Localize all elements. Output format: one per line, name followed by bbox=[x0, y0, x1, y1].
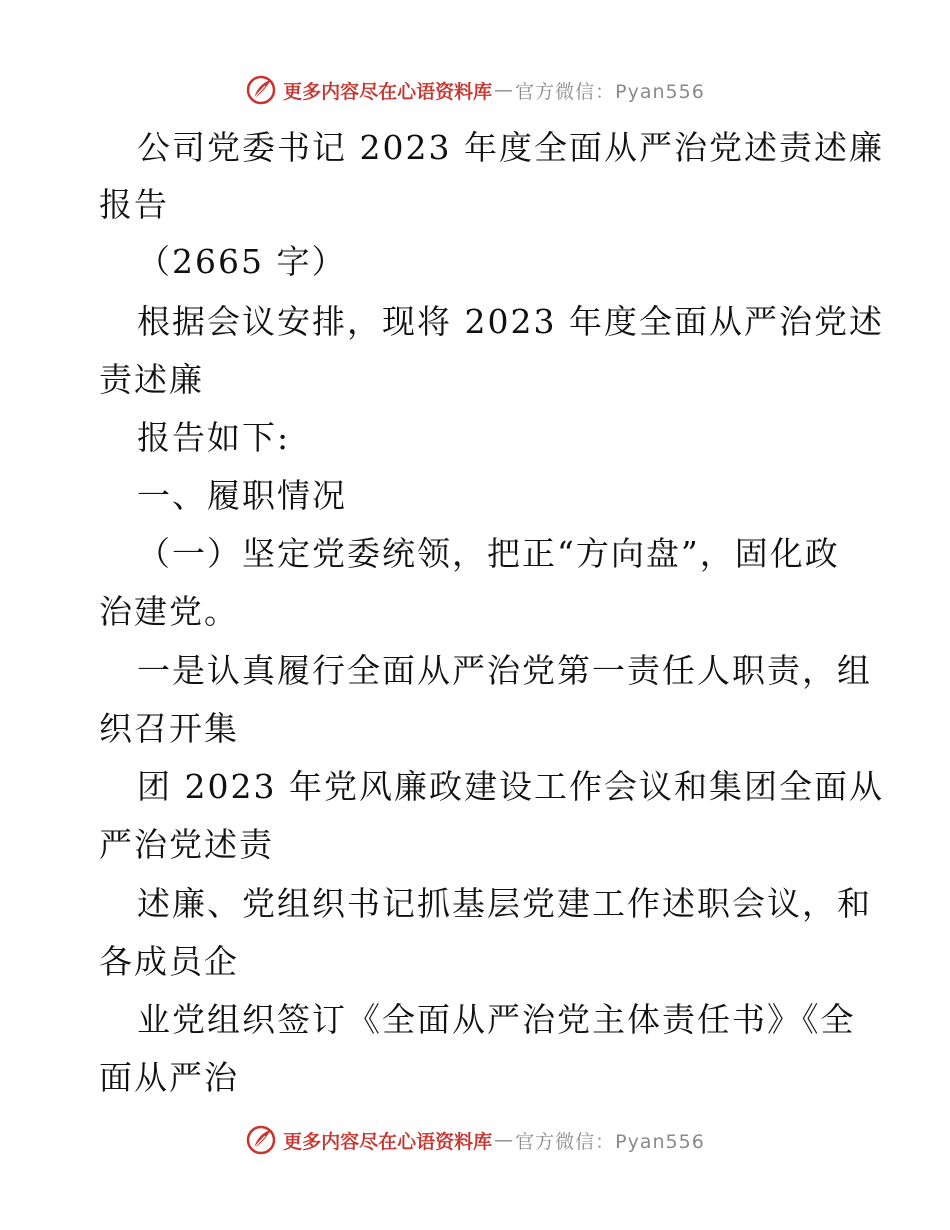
text-line: 严治党述责 bbox=[99, 825, 274, 864]
watermark-contact-text: 官方微信：Pyan556 bbox=[515, 1130, 705, 1153]
text-line: 根据会议安排，现将 2023 年度全面从严治党述 bbox=[137, 302, 884, 341]
header-watermark bbox=[0, 70, 950, 110]
text-line: 述廉、党组织书记抓基层党建工作述职会议，和 bbox=[137, 884, 872, 923]
text-line: 报告 bbox=[99, 185, 169, 224]
text-line: （2665 字） bbox=[137, 242, 347, 281]
feather-logo-icon bbox=[245, 1124, 277, 1156]
text-line: 织召开集 bbox=[99, 709, 239, 748]
text-line: 团 2023 年党风廉政建设工作会议和集团全面从 bbox=[137, 767, 884, 806]
watermark-contact-text: 官方微信：Pyan556 bbox=[515, 80, 705, 103]
watermark-brand-text: 更多内容尽在心语资料库 bbox=[283, 1130, 493, 1153]
text-line: 一、履职情况 bbox=[137, 476, 347, 515]
footer-watermark bbox=[0, 1120, 950, 1160]
text-line: 报告如下: bbox=[137, 418, 291, 457]
text-line: 各成员企 bbox=[99, 942, 239, 981]
feather-logo-icon bbox=[245, 74, 277, 106]
watermark-dash: — bbox=[494, 1129, 514, 1151]
watermark-brand-text: 更多内容尽在心语资料库 bbox=[283, 80, 493, 103]
text-line: 治建党。 bbox=[99, 592, 239, 631]
text-line: 公司党委书记 2023 年度全面从严治党述责述廉 bbox=[137, 128, 884, 167]
text-line: （一）坚定党委统领，把正“方向盘”，固化政 bbox=[137, 534, 840, 573]
text-line: 一是认真履行全面从严治党第一责任人职责，组 bbox=[137, 651, 872, 690]
text-line: 面从严治 bbox=[99, 1058, 239, 1097]
text-line: 责述廉 bbox=[99, 360, 204, 399]
text-line: 业党组织签订《全面从严治党主体责任书》《全 bbox=[137, 1000, 856, 1039]
watermark-dash: — bbox=[494, 79, 514, 101]
